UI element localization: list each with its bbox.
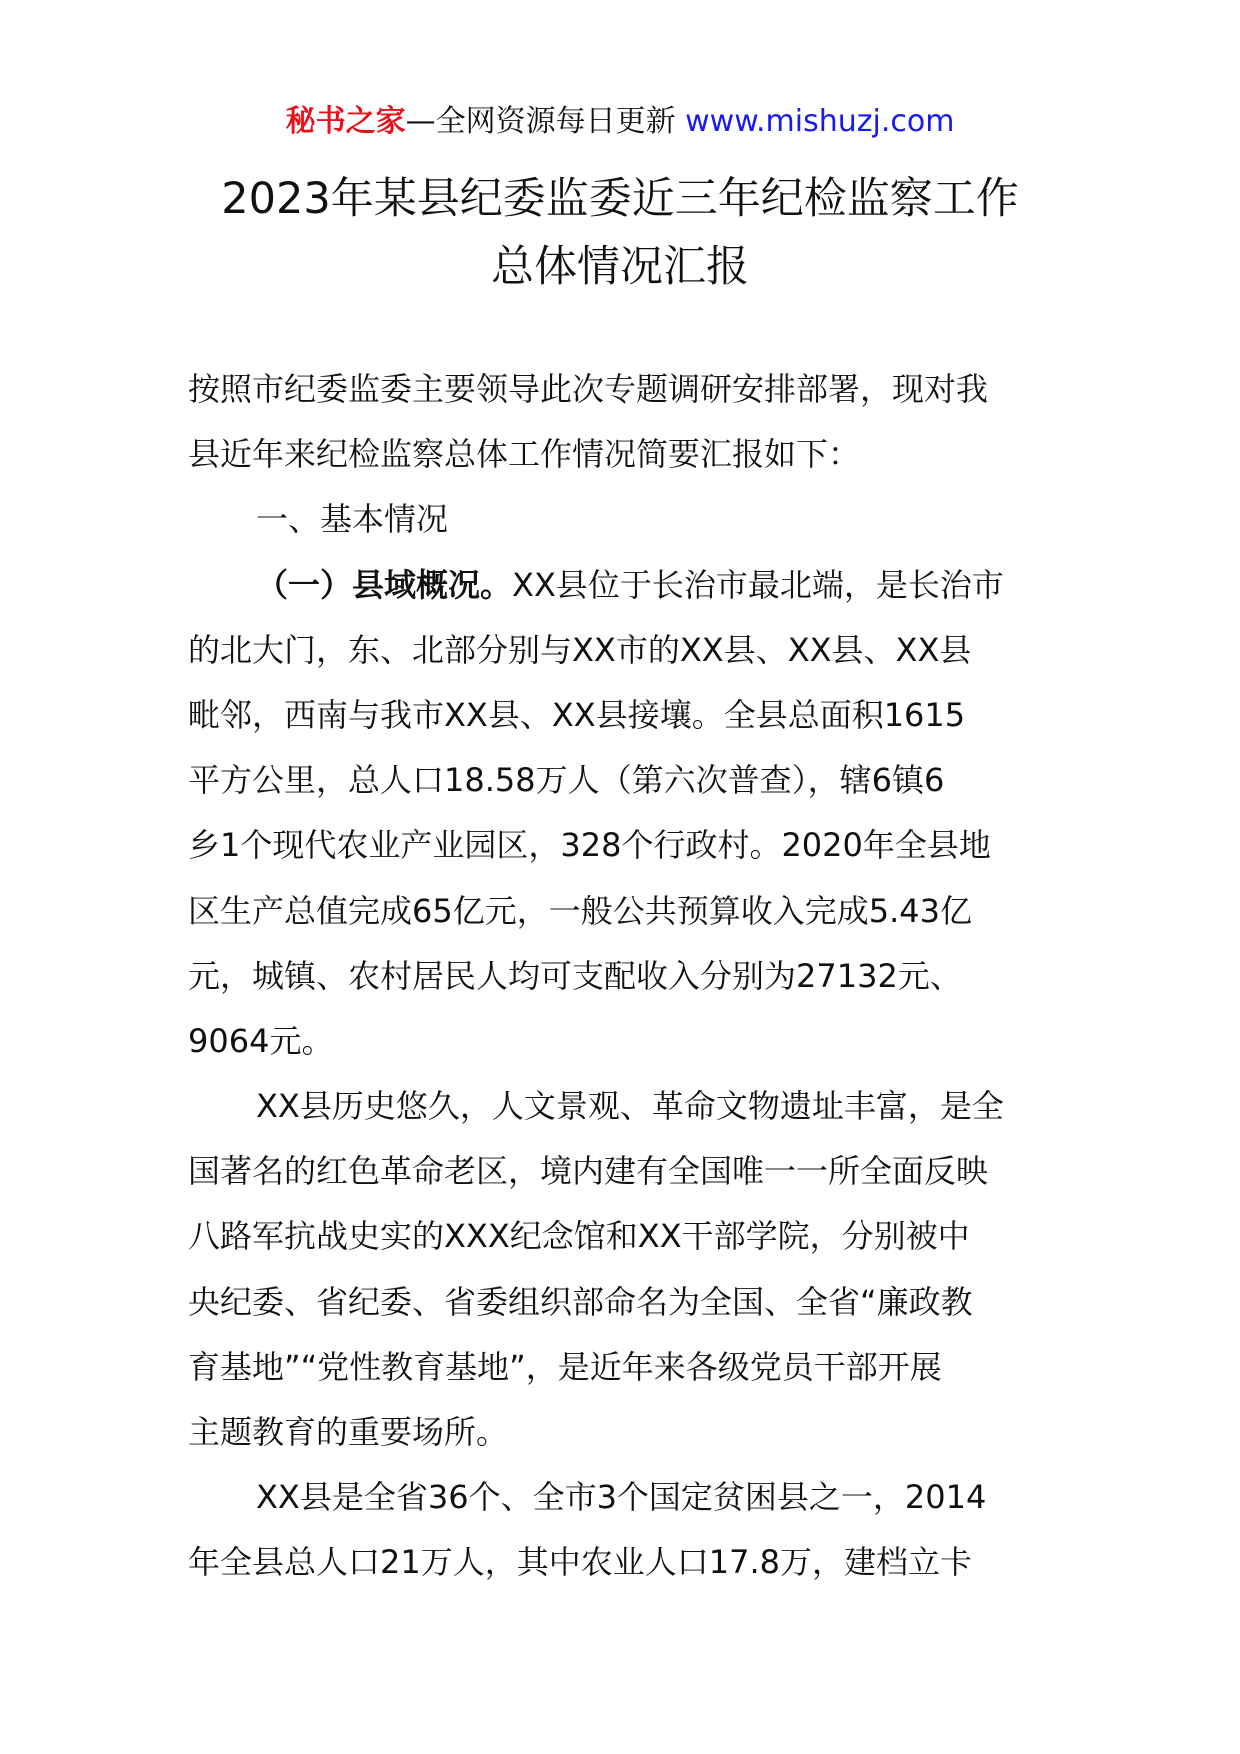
body-line: 按照市纪委监委主要领导此次专题调研安排部署，现对我 xyxy=(188,370,989,408)
document-title xyxy=(0,165,1240,301)
site-url-link[interactable]: www.mishuzj.com xyxy=(685,104,955,139)
brand-name: 秘书之家 xyxy=(285,104,406,139)
section-heading: 一、基本情况 xyxy=(256,500,449,539)
body-line: 的北大门，东、北部分别与XX市的XX县、XX县、XX县 xyxy=(188,630,972,669)
title-line-1: 2023年某县纪委监委近三年纪检监察工作 xyxy=(221,174,1019,224)
body-line: 9064元。 xyxy=(188,1021,334,1060)
watermark-header xyxy=(0,102,1240,142)
subsection-text: XX县位于长治市最北端，是长治市 xyxy=(512,565,1004,604)
body-line: 区生产总值完成65亿元，一般公共预算收入完成5.43亿 xyxy=(188,891,972,930)
document-body xyxy=(188,357,1088,1596)
header-tagline: —全网资源每日更新 xyxy=(405,104,676,139)
body-line: 乡1个现代农业产业园区，328个行政村。2020年全县地 xyxy=(188,826,991,865)
body-line: 主题教育的重要场所。 xyxy=(188,1413,509,1451)
paragraph-start-line: XX县历史悠久，人文景观、革命文物遗址丰富，是全 xyxy=(256,1087,1004,1126)
body-line: 毗邻，西南与我市XX县、XX县接壤。全县总面积1615 xyxy=(188,695,966,734)
subsection-heading: （一）县域概况。 xyxy=(256,565,513,604)
body-line: 平方公里，总人口18.58万人（第六次普查），辖6镇6 xyxy=(188,761,945,800)
body-line: 央纪委、省纪委、省委组织部命名为全国、全省“廉政教 xyxy=(188,1282,973,1321)
body-line: 八路军抗战史实的XXX纪念馆和XX干部学院，分别被中 xyxy=(188,1217,970,1256)
subsection-line xyxy=(188,553,1088,618)
body-line: 育基地”“党性教育基地”，是近年来各级党员干部开展 xyxy=(188,1347,942,1386)
body-line: 元，城镇、农村居民人均可支配收入分别为27132元、 xyxy=(188,956,962,995)
paragraph-start-line: XX县是全省36个、全市3个国定贫困县之一，2014 xyxy=(256,1478,987,1517)
body-line: 年全县总人口21万人，其中农业人口17.8万，建档立卡 xyxy=(188,1543,972,1582)
title-line-2: 总体情况汇报 xyxy=(491,242,749,292)
body-line: 国著名的红色革命老区，境内建有全国唯一一所全面反映 xyxy=(188,1152,989,1191)
body-line: 县近年来纪检监察总体工作情况简要汇报如下： xyxy=(188,435,861,474)
